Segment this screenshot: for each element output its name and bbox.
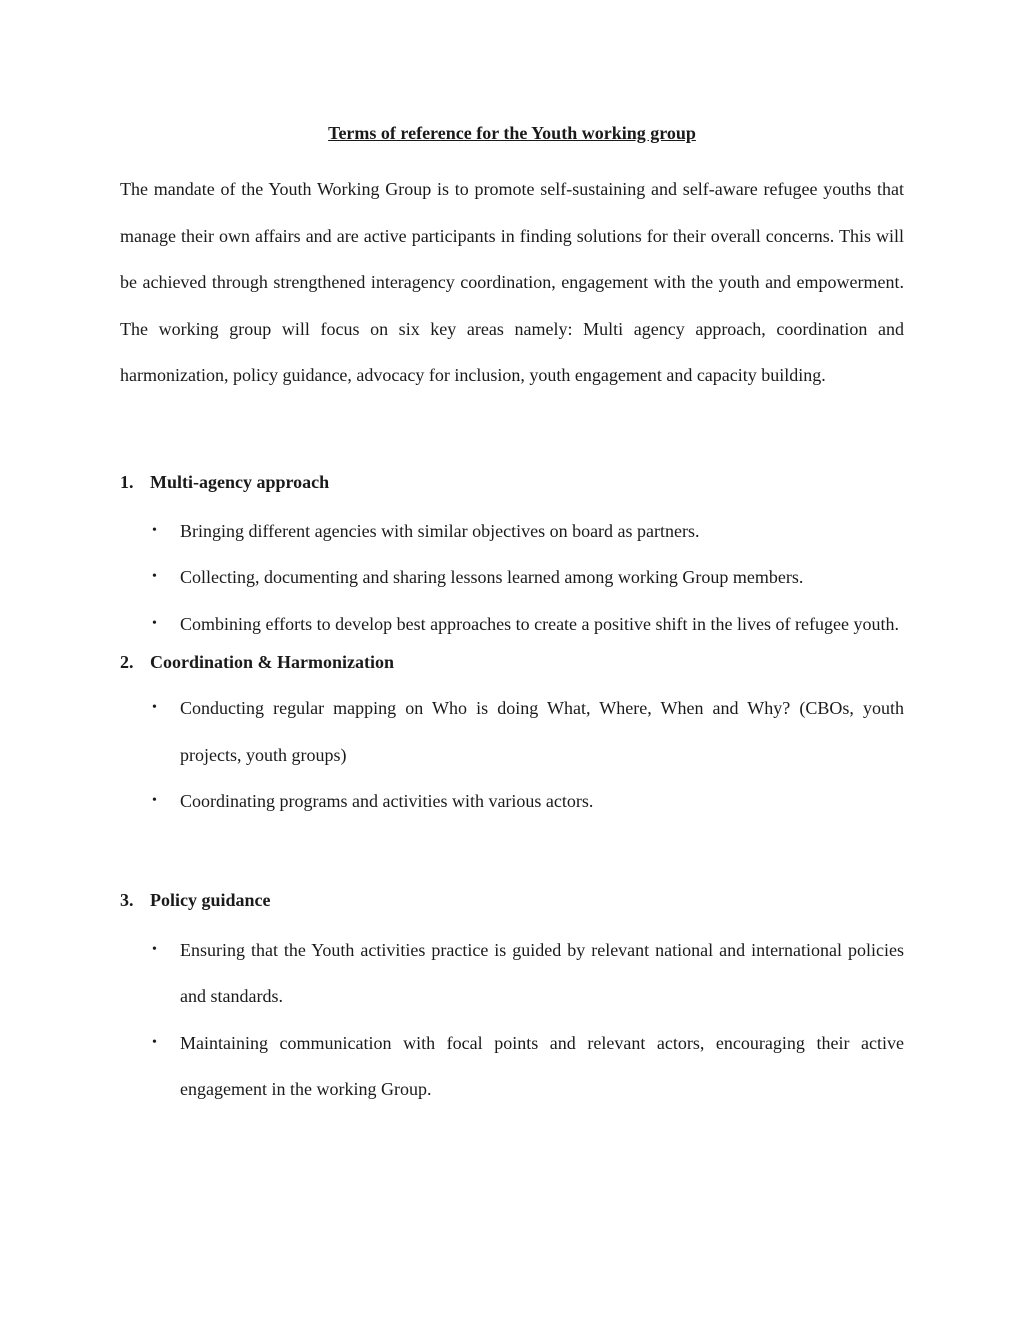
- list-item-text: Ensuring that the Youth activities practice is guided by relevant national and international policies and standards.: [180, 939, 904, 1006]
- section-multi-agency-approach: [120, 467, 904, 648]
- list-item-text: Maintaining communication with focal points and relevant actors, encouraging their active engagement in the working Group.: [180, 1032, 904, 1099]
- bullet-icon: •: [152, 569, 157, 584]
- list-item: [120, 927, 904, 1020]
- bullet-icon: •: [152, 522, 157, 538]
- section-number: 1.: [120, 471, 134, 492]
- bullet-list: [120, 508, 904, 648]
- bullet-icon: •: [152, 1034, 157, 1050]
- list-item: [120, 508, 904, 555]
- list-item-text: Collecting, documenting and sharing lessons learned among working Group members.: [180, 567, 804, 587]
- document-page: [120, 118, 904, 1113]
- bullet-icon: •: [152, 941, 157, 957]
- bullet-list: [120, 927, 904, 1113]
- bullet-icon: •: [152, 793, 157, 808]
- section-title: Coordination & Harmonization: [150, 652, 395, 672]
- list-item: [120, 778, 904, 825]
- section-heading: [120, 467, 904, 497]
- bullet-list: [120, 685, 904, 825]
- section-heading: [120, 885, 904, 915]
- list-item-text: Combining efforts to develop best approaches to create a positive shift in the lives of refugee youth.: [180, 613, 899, 634]
- bullet-icon: •: [152, 615, 157, 631]
- document-title: Terms of reference for the Youth working group: [328, 123, 696, 143]
- list-item: [120, 685, 904, 778]
- section-title: Multi-agency approach: [150, 471, 330, 492]
- section-title: Policy guidance: [150, 889, 271, 910]
- section-number: 3.: [120, 889, 134, 910]
- list-item-text: Conducting regular mapping on Who is doing What, Where, When and Why? (CBOs, youth projects, youth groups): [180, 698, 904, 765]
- bullet-icon: •: [152, 700, 157, 715]
- section-heading: [120, 647, 904, 677]
- section-coordination-harmonization: [120, 647, 904, 825]
- section-number: 2.: [120, 652, 134, 672]
- list-item: [120, 554, 904, 601]
- section-policy-guidance: [120, 885, 904, 1113]
- list-item-text: Coordinating programs and activities with various actors.: [180, 791, 594, 811]
- list-item-text: Bringing different agencies with similar objectives on board as partners.: [180, 520, 700, 541]
- list-item: [120, 1020, 904, 1113]
- intro-paragraph: The mandate of the Youth Working Group is to promote self-sustaining and self-aware refugee youths that manage their own affairs and are active participants in finding solutions for their overall concerns. This will be achieved through strengthened interagency coordination, engagement with the youth and empowerment. The working group will focus on six key areas namely: Multi agency approach, coordination and harmonization, policy guidance, advocacy for inclusion, youth engagement and capacity building.: [120, 179, 904, 385]
- list-item: [120, 601, 904, 648]
